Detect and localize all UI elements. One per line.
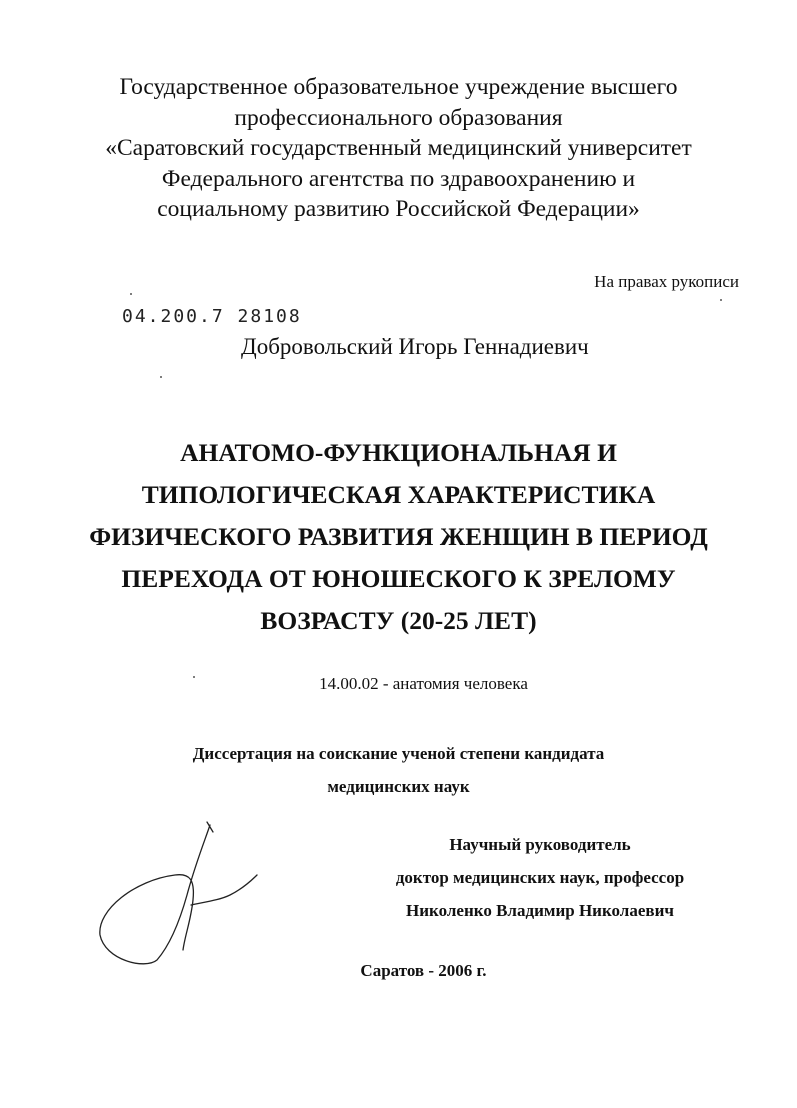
institution-line: профессионального образования xyxy=(234,104,563,131)
institution-line: социальному развитию Российской Федерации» xyxy=(157,196,640,222)
scan-speck xyxy=(193,676,195,678)
supervisor-line: Николенко Владимир Николаевич xyxy=(406,901,674,920)
title-line: ТИПОЛОГИЧЕСКАЯ ХАРАКТЕРИСТИКА xyxy=(141,480,656,509)
title-line: ПЕРЕХОДА ОТ ЮНОШЕСКОГО К ЗРЕЛОМУ xyxy=(121,564,676,593)
scan-speck xyxy=(160,376,162,378)
title-line: АНАТОМО-ФУНКЦИОНАЛЬНАЯ И xyxy=(180,438,617,467)
manuscript-note: На правах рукописи xyxy=(594,272,739,291)
institution-line: «Саратовский государственный медицинский университет xyxy=(105,135,692,161)
scan-speck xyxy=(720,299,722,301)
scan-speck xyxy=(130,293,132,295)
registration-stamp: 04.200.7 28108 xyxy=(122,306,302,327)
author-name: Добровольский Игорь Геннадиевич xyxy=(241,334,589,359)
institution-header xyxy=(0,72,797,225)
degree-line: медицинских наук xyxy=(327,777,470,796)
supervisor-line: Научный руководитель xyxy=(449,835,631,854)
supervisor-block xyxy=(380,828,700,927)
title-line: ВОЗРАСТУ (20-25 ЛЕТ) xyxy=(260,606,537,635)
title-line: ФИЗИЧЕСКОГО РАЗВИТИЯ ЖЕНЩИН В ПЕРИОД xyxy=(89,522,708,551)
supervisor-line: доктор медицинских наук, профессор xyxy=(395,868,685,887)
degree-line: Диссертация на соискание ученой степени кандидата xyxy=(192,744,605,763)
dissertation-title xyxy=(0,432,797,642)
city-year: Саратов - 2006 г. xyxy=(360,961,487,980)
specialty-code: 14.00.02 - анатомия человека xyxy=(319,674,528,693)
signature-icon xyxy=(95,820,275,970)
degree-statement xyxy=(0,737,797,803)
institution-line: Государственное образовательное учреждение высшего xyxy=(119,74,678,100)
institution-line: Федерального агентства по здравоохранению и xyxy=(161,165,636,192)
